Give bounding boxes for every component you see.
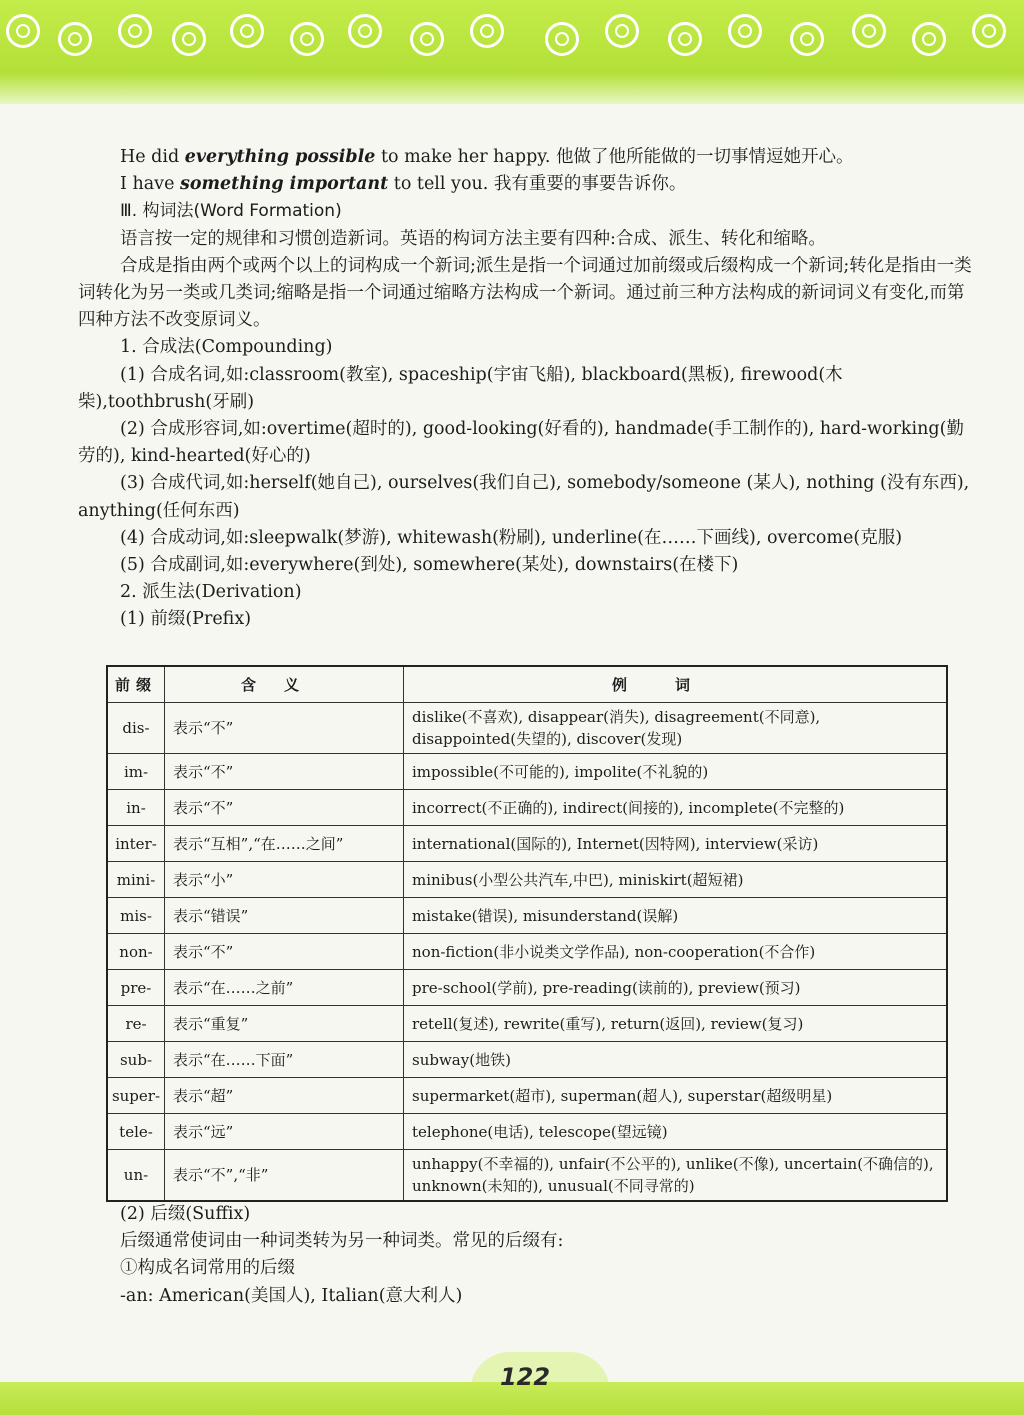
- ring-ornament: [728, 14, 762, 48]
- examples-cell: subway(地铁): [404, 1042, 948, 1078]
- table-row: [107, 1078, 947, 1114]
- ring-ornament: [470, 14, 504, 48]
- list-item: (4) 合成动词,如:sleepwalk(梦游), whitewash(粉刷), underline(在……下画线), overcome(克服): [120, 527, 903, 548]
- meaning-cell: 表示“不”: [165, 790, 404, 826]
- prefix-cell: mini-: [107, 862, 165, 898]
- ring-ornament: [348, 14, 382, 48]
- prefix-cell: tele-: [107, 1114, 165, 1150]
- list-item: (2) 合成形容词,如:overtime(超时的), good-looking(好看的), handmade(手工制作的), hard-working(勤劳的), kind-hearted(好心的): [78, 419, 964, 467]
- prefix-table: [106, 665, 948, 1202]
- prefix-cell: un-: [107, 1150, 165, 1202]
- table-row: [107, 862, 947, 898]
- prefix-cell: sub-: [107, 1042, 165, 1078]
- table-row: [107, 1114, 947, 1150]
- examples-cell: telephone(电话), telescope(望远镜): [404, 1114, 948, 1150]
- meaning-cell: 表示“错误”: [165, 898, 404, 934]
- ring-ornament: [118, 14, 152, 48]
- ring-ornament: [290, 22, 324, 56]
- list-item: (3) 合成代词,如:herself(她自己), ourselves(我们自己), somebody/someone (某人), nothing (没有东西), anything(任何东西): [78, 473, 970, 521]
- prefix-cell: pre-: [107, 970, 165, 1006]
- meaning-cell: 表示“小”: [165, 862, 404, 898]
- example-sentence: I have something important to tell you. 我有重要的事要告诉你。: [120, 174, 687, 195]
- paragraph: 语言按一定的规律和习惯创造新词。英语的构词方法主要有四种:合成、派生、转化和缩略。: [120, 228, 826, 249]
- table-row: [107, 1006, 947, 1042]
- ring-ornament: [172, 22, 206, 56]
- ring-ornament: [605, 14, 639, 48]
- column-header: 例词: [404, 666, 948, 703]
- suffix-section: [78, 1201, 978, 1310]
- ring-ornament: [6, 14, 40, 48]
- prefix-cell: re-: [107, 1006, 165, 1042]
- ring-ornament: [58, 22, 92, 56]
- examples-cell: impossible(不可能的), impolite(不礼貌的): [404, 754, 948, 790]
- table-row: [107, 754, 947, 790]
- page-number: 122: [499, 1363, 551, 1391]
- examples-cell: non-fiction(非小说类文学作品), non-cooperation(不合作): [404, 934, 948, 970]
- table-row: [107, 1150, 947, 1202]
- table-row: [107, 934, 947, 970]
- table-row: [107, 703, 947, 754]
- meaning-cell: 表示“不”: [165, 934, 404, 970]
- emphasis-phrase: something important: [180, 174, 389, 195]
- prefix-cell: im-: [107, 754, 165, 790]
- examples-cell: minibus(小型公共汽车,中巴), miniskirt(超短裙): [404, 862, 948, 898]
- meaning-cell: 表示“互相”,“在……之间”: [165, 826, 404, 862]
- prefix-heading: (1) 前缀(Prefix): [120, 609, 252, 630]
- examples-cell: dislike(不喜欢), disappear(消失), disagreement(不同意), disappointed(失望的), discover(发现): [404, 703, 948, 754]
- example-sentence: He did everything possible to make her happy. 他做了他所能做的一切事情逗她开心。: [120, 147, 854, 167]
- ring-ornament: [790, 22, 824, 56]
- meaning-cell: 表示“重复”: [165, 1006, 404, 1042]
- ring-ornament: [668, 22, 702, 56]
- emphasis-phrase: everything possible: [184, 147, 376, 167]
- main-text: [78, 144, 978, 634]
- table-row: [107, 898, 947, 934]
- list-item: (5) 合成副词,如:everywhere(到处), somewhere(某处), downstairs(在楼下): [120, 555, 739, 576]
- table-row: [107, 970, 947, 1006]
- prefix-cell: super-: [107, 1078, 165, 1114]
- meaning-cell: 表示“不”,“非”: [165, 1150, 404, 1202]
- meaning-cell: 表示“在……之前”: [165, 970, 404, 1006]
- examples-cell: pre-school(学前), pre-reading(读前的), preview(预习): [404, 970, 948, 1006]
- ring-border: [0, 14, 1024, 64]
- noun-suffix-heading: ①构成名词常用的后缀: [120, 1258, 295, 1279]
- compounding-heading: 1. 合成法(Compounding): [120, 337, 333, 358]
- examples-cell: international(国际的), Internet(因特网), interview(采访): [404, 826, 948, 862]
- examples-cell: unhappy(不幸福的), unfair(不公平的), unlike(不像), uncertain(不确信的), unknown(未知的), unusual(不同寻常的): [404, 1150, 948, 1202]
- meaning-cell: 表示“不”: [165, 754, 404, 790]
- column-header: 前缀: [107, 666, 165, 703]
- ring-ornament: [410, 22, 444, 56]
- paragraph: 后缀通常使词由一种词类转为另一种词类。常见的后缀有:: [120, 1231, 564, 1252]
- meaning-cell: 表示“在……下面”: [165, 1042, 404, 1078]
- ring-ornament: [545, 22, 579, 56]
- table-row: [107, 826, 947, 862]
- meaning-cell: 表示“不”: [165, 703, 404, 754]
- examples-cell: mistake(错误), misunderstand(误解): [404, 898, 948, 934]
- suffix-heading: (2) 后缀(Suffix): [120, 1204, 251, 1224]
- meaning-cell: 表示“远”: [165, 1114, 404, 1150]
- suffix-example: -an: American(美国人), Italian(意大利人): [120, 1285, 463, 1306]
- ring-ornament: [852, 14, 886, 48]
- table-header-row: [107, 666, 947, 703]
- list-item: (1) 合成名词,如:classroom(教室), spaceship(宇宙飞船), blackboard(黑板), firewood(木柴),toothbrush(牙刷): [78, 364, 843, 412]
- top-decorative-band: [0, 0, 1024, 104]
- ring-ornament: [972, 14, 1006, 48]
- prefix-cell: non-: [107, 934, 165, 970]
- prefix-cell: in-: [107, 790, 165, 826]
- prefix-cell: dis-: [107, 703, 165, 754]
- ring-ornament: [912, 22, 946, 56]
- examples-cell: supermarket(超市), superman(超人), superstar(超级明星): [404, 1078, 948, 1114]
- table-row: [107, 1042, 947, 1078]
- table-row: [107, 790, 947, 826]
- column-header: 含义: [165, 666, 404, 703]
- prefix-cell: mis-: [107, 898, 165, 934]
- section-heading: Ⅲ. 构词法(Word Formation): [120, 201, 342, 222]
- examples-cell: retell(复述), rewrite(重写), return(返回), review(复习): [404, 1006, 948, 1042]
- examples-cell: incorrect(不正确的), indirect(间接的), incomplete(不完整的): [404, 790, 948, 826]
- derivation-heading: 2. 派生法(Derivation): [120, 582, 302, 603]
- ring-ornament: [230, 14, 264, 48]
- meaning-cell: 表示“超”: [165, 1078, 404, 1114]
- paragraph: 合成是指由两个或两个以上的词构成一个新词;派生是指一个词通过加前缀或后缀构成一个新词;转化是指由一类词转化为另一类或几类词;缩略是指一个词通过缩略方法构成一个新词。通过前三种方法构成的新词词义有变化,而第四种方法不改变原词义。: [78, 255, 972, 331]
- prefix-cell: inter-: [107, 826, 165, 862]
